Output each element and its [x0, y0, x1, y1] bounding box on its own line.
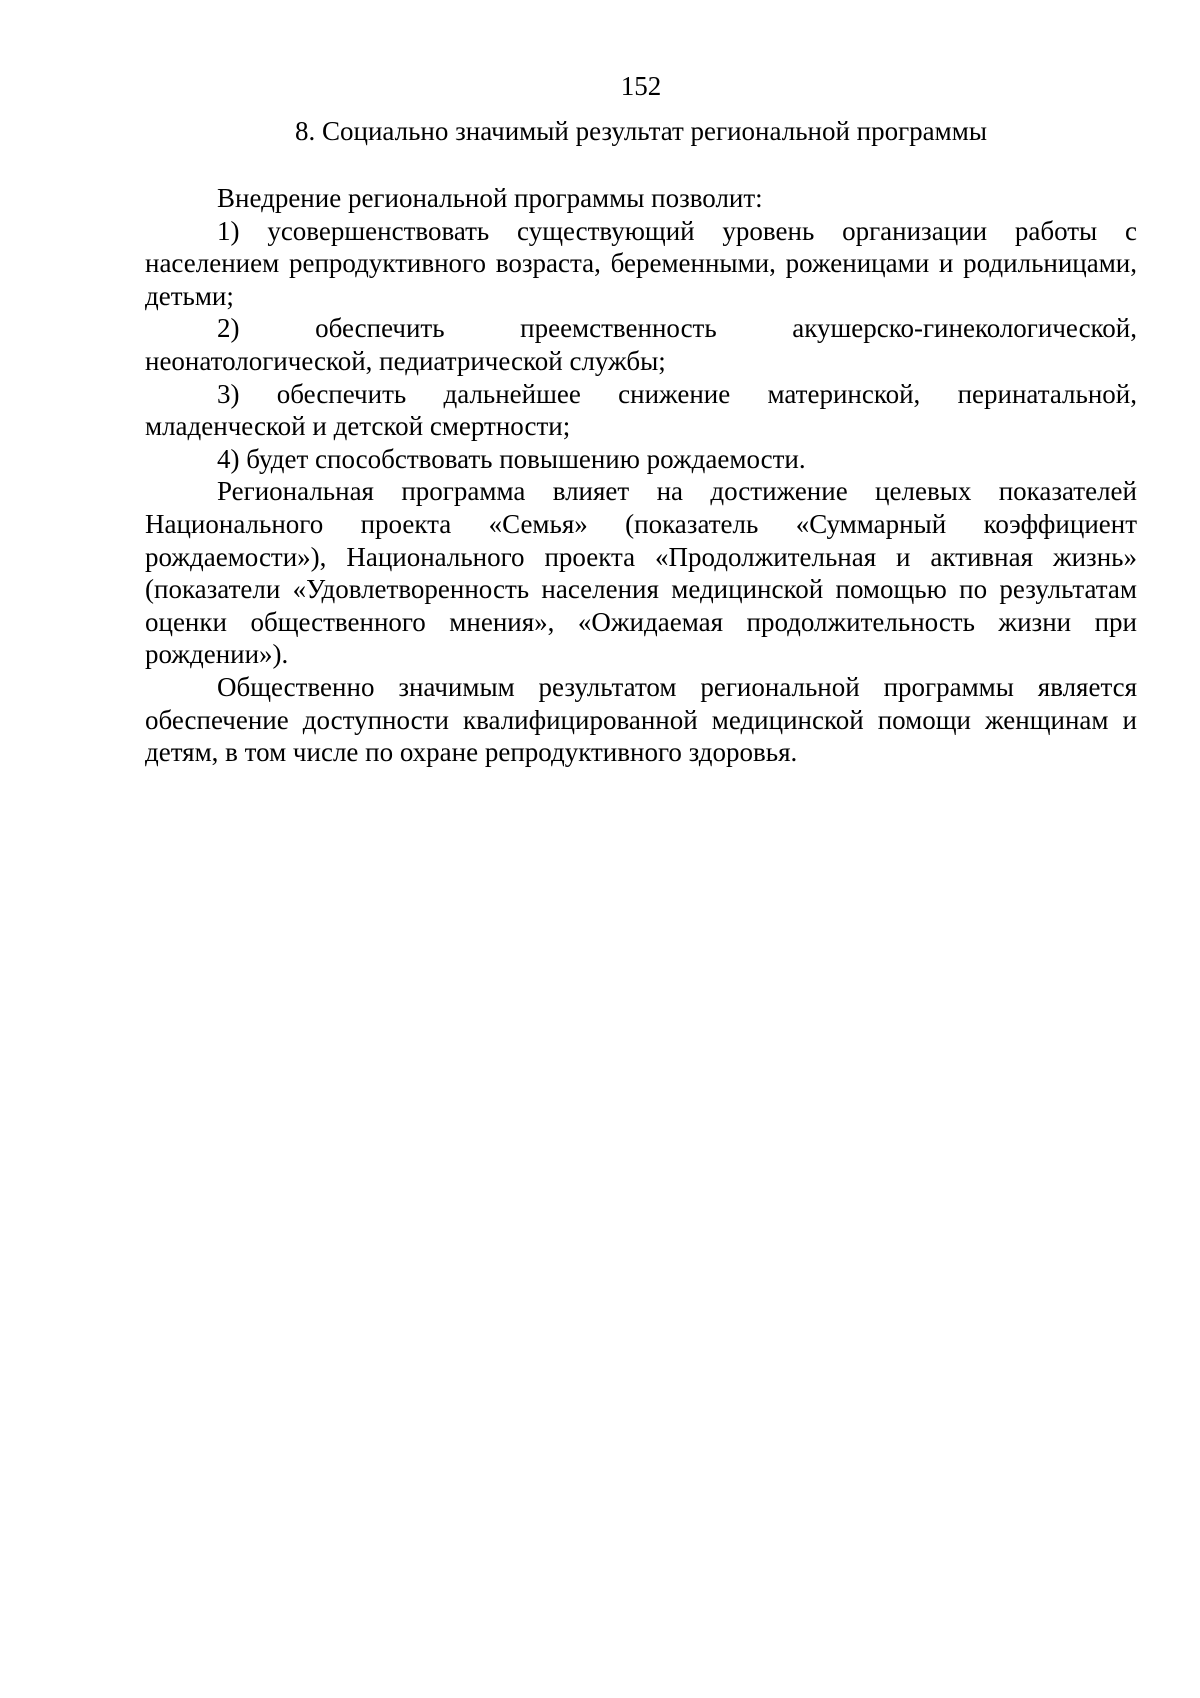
section-heading: 8. Социально значимый результат региональной программы: [295, 116, 987, 146]
document-body: [145, 182, 1137, 769]
targets-paragraph: Региональная программа влияет на достижение целевых показателей Национального проекта «Семья» (показатель «Суммарный коэффициент рождаемости»), Национального проекта «Продолжительная и активная жизнь» (показатели «Удовлетворенность населения медицинской помощью по результатам оценки общественного мнения», «Ожидаемая продолжительность жизни при рождении»).: [145, 476, 1137, 670]
page-number: 152: [620, 71, 662, 101]
intro-paragraph: Внедрение региональной программы позволит:: [217, 183, 763, 213]
list-item: 4) будет способствовать повышению рождаемости.: [217, 443, 806, 474]
list-item: 3) обеспечить дальнейшее снижение материнской, перинатальной, младенческой и детской смертности;: [145, 378, 1137, 442]
list-item: 2) обеспечить преемственность акушерско-гинекологической, неонатологической, педиатрической службы;: [145, 313, 1137, 376]
result-paragraph: Общественно значимым результатом региональной программы является обеспечение доступности квалифицированной медицинской помощи женщинам и детям, в том числе по охране репродуктивного здоровья.: [145, 671, 1137, 768]
list-item: 1) усовершенствовать существующий уровень организации работы с населением репродуктивного возраста, беременными, роженицами и родильницами, детьми;: [145, 215, 1137, 311]
